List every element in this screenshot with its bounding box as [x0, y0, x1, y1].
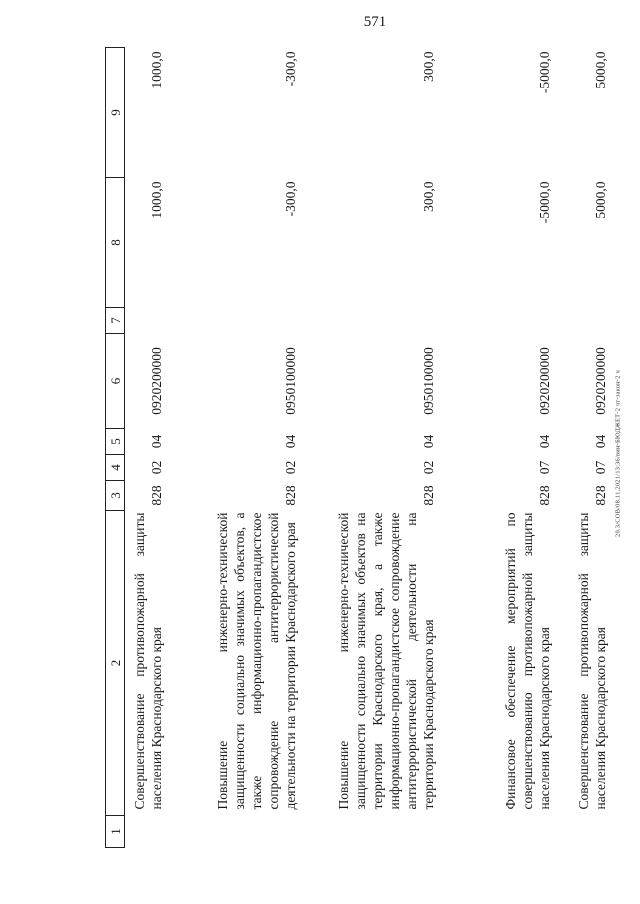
row-code-7: [125, 308, 166, 334]
side-code-text: 20.3/СОВ/08.11.2021/13:36/вии-БЮДЖЕТ-2 чт-закон-2 ч: [614, 370, 622, 537]
budget-table: [105, 47, 609, 848]
row-code-6: 0920200000: [149, 347, 164, 415]
row-name: Финансовое обеспечение мероприятий по совершенствованию противопожарной защиты населения Краснодарского края: [503, 512, 552, 810]
row-value-9: 5000,0: [593, 51, 608, 89]
header-col-6: 6: [106, 334, 125, 429]
row-value-8: 5000,0: [593, 181, 608, 219]
row-code-3: 828: [537, 485, 552, 506]
row-code-3: 828: [149, 485, 164, 506]
row-code-6: 0950100000: [283, 347, 298, 415]
table-row: [565, 48, 609, 848]
row-code-3: 828: [593, 485, 608, 506]
row-code-6: 0920200000: [593, 347, 608, 415]
row-code-7: [311, 308, 437, 334]
header-col-7: 7: [106, 308, 125, 334]
row-code-3: 828: [283, 485, 298, 506]
row-value-8: -5000,0: [537, 181, 552, 224]
table-row: [125, 48, 166, 848]
row-name: Совершенствование противопожарной защиты населения Краснодарского края: [132, 512, 164, 810]
header-col-5: 5: [106, 429, 125, 455]
row-code-4: 07: [537, 460, 552, 475]
rotated-table-wrapper: [105, 48, 608, 848]
row-value-8: 300,0: [421, 181, 436, 212]
header-col-3: 3: [106, 481, 125, 511]
row-value-8: 1000,0: [149, 181, 164, 219]
header-col-1: 1: [106, 816, 125, 848]
header-col-2: 2: [106, 511, 125, 816]
row-code-5: 04: [149, 434, 164, 449]
row-code-5: 04: [421, 434, 436, 449]
row-code-4: 02: [283, 460, 298, 475]
row-code-4: 07: [593, 460, 608, 475]
row-name: Повышение инженерно-технической защищенности социально значимых объектов, а также информационно-пропагандистское сопровождение антитеррористической деятельности на территории Краснодарского края: [215, 512, 298, 810]
rotated-table: [105, 48, 608, 848]
row-code-5: 04: [283, 434, 298, 449]
row-code-4: 02: [149, 460, 164, 475]
table-row: [449, 48, 553, 848]
row-name: Повышение инженерно-технической защищенности социально значимых объектов на территории Краснодарского края, а также информационно-пропагандистское сопровождение антитеррористической деятельности на территории Краснодарского края: [336, 512, 436, 810]
row-value-9: 300,0: [421, 51, 436, 82]
row-code-7: [565, 308, 609, 334]
row-value-9: -300,0: [283, 51, 298, 87]
page-number: 571: [363, 14, 387, 30]
row-name: Совершенствование противопожарной защиты населения Краснодарского края: [576, 512, 608, 810]
header-col-9: 9: [106, 48, 125, 178]
header-row: [106, 48, 125, 848]
row-code-6: 0920200000: [537, 347, 552, 415]
row-code-7: [177, 308, 299, 334]
table-row: [311, 48, 437, 848]
row-code-3: 828: [421, 485, 436, 506]
header-col-8: 8: [106, 178, 125, 308]
row-code-6: 0950100000: [421, 347, 436, 415]
header-col-4: 4: [106, 455, 125, 481]
row-value-9: 1000,0: [149, 51, 164, 89]
row-code-5: 04: [593, 434, 608, 449]
table-row: [177, 48, 299, 848]
row-value-9: -5000,0: [537, 51, 552, 94]
row-value-8: -300,0: [283, 181, 298, 217]
row-code-7: [449, 308, 553, 334]
row-code-4: 02: [421, 460, 436, 475]
row-code-5: 04: [537, 434, 552, 449]
